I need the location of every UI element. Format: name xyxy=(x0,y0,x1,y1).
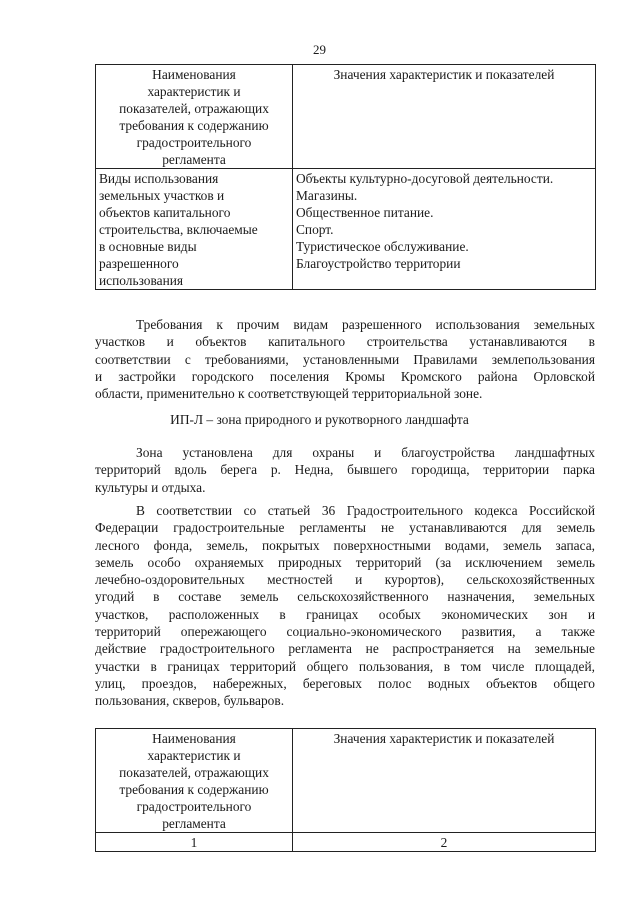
header-line: регламента xyxy=(162,816,226,831)
paragraph-line: участков, расположенных в границах особых экономических зон и xyxy=(95,606,595,622)
cell-line: объектов капитального xyxy=(99,205,231,220)
cell-line: использования xyxy=(99,273,184,288)
header-line: градостроительного xyxy=(136,135,252,150)
header-line: Наименования xyxy=(152,67,236,82)
paragraph-article-36 xyxy=(95,502,595,710)
paragraph-line: пользования, скверов, бульваров. xyxy=(95,693,285,709)
row-value-cell xyxy=(293,169,596,290)
cell-line: строительства, включаемые xyxy=(99,222,258,237)
characteristics-table-2 xyxy=(95,728,596,852)
header-line: показателей, отражающих xyxy=(119,101,269,116)
row-label-cell xyxy=(96,169,293,290)
paragraph-line: Федерации градостроительные регламенты не устанавливаются для земель xyxy=(95,520,595,536)
column-number-row xyxy=(96,833,596,852)
paragraph-line: земель особо охраняемых природных территорий (за исключением земель xyxy=(95,554,595,570)
paragraph-line: культуры и отдыха. xyxy=(95,479,206,495)
section-heading: ИП-Л – зона природного и рукотворного ландшафта xyxy=(170,412,469,427)
characteristics-table-1 xyxy=(95,64,596,290)
paragraph-line: лечебно-оздоровительных местностей и курортов), сельскохозяйственных xyxy=(95,572,595,588)
paragraph-line: действие градостроительного регламента не распространяется на земельные xyxy=(95,641,595,657)
header-cell-names xyxy=(96,65,293,169)
cell-line: Туристическое обслуживание. xyxy=(296,239,469,254)
header-cell-values xyxy=(293,65,596,169)
cell-line: Магазины. xyxy=(296,188,358,203)
paragraph-line: В соответствии со статьей 36 Градостроительного кодекса Российской xyxy=(136,503,595,518)
cell-line: Общественное питание. xyxy=(296,205,434,220)
paragraph-line: соответствии с требованиями, установленными Правилами землепользования xyxy=(95,351,595,367)
cell-line: Спорт. xyxy=(296,222,334,237)
header-line: Наименования xyxy=(152,731,236,746)
cell-line: Объекты культурно-досуговой деятельности. xyxy=(296,171,554,186)
cell-line: земельных участков и xyxy=(99,188,225,203)
header-line: требования к содержанию xyxy=(119,118,269,133)
cell-line: Благоустройство территории xyxy=(296,256,461,271)
paragraph-line: лесного фонда, земель, покрытых поверхностными водами, земель запаса, xyxy=(95,537,595,553)
header-line: регламента xyxy=(162,152,226,167)
header-line: требования к содержанию xyxy=(119,782,269,797)
paragraph-line: территорий опережающего социально-экономического развития, а также xyxy=(95,624,595,640)
paragraph-line: улиц, проездов, набережных, береговых полос водных объектов общего xyxy=(95,675,595,691)
column-number-cell: 2 xyxy=(293,833,596,852)
table-row xyxy=(96,169,596,290)
paragraph-line: Требования к прочим видам разрешенного использования земельных xyxy=(136,317,595,332)
paragraph-line: участки в границах территорий общего пользования, в том числе площадей, xyxy=(95,658,595,674)
cell-line: в основные виды xyxy=(99,239,197,254)
paragraph-line: участков и объектов капитального строительства устанавливаются в xyxy=(95,334,595,350)
paragraph-line: Зона установлена для охраны и благоустройства ландшафтных xyxy=(136,445,595,460)
header-line: характеристик и xyxy=(147,84,241,99)
header-cell-values xyxy=(293,729,596,833)
paragraph-line: и застройки городского поселения Кромы Кромского района Орловской xyxy=(95,368,595,384)
page-number: 29 xyxy=(313,42,326,57)
table-header-row xyxy=(96,729,596,833)
cell-line: Виды использования xyxy=(99,171,219,186)
header-line: Значения характеристик и показателей xyxy=(333,731,555,746)
paragraph-line: территорий вдоль берега р. Недна, бывшего городища, территории парка xyxy=(95,462,595,478)
table-header-row xyxy=(96,65,596,169)
cell-line: разрешенного xyxy=(99,256,179,271)
paragraph-line: области, применительно к соответствующей территориальной зоне. xyxy=(95,386,483,402)
header-line: показателей, отражающих xyxy=(119,765,269,780)
header-line: характеристик и xyxy=(147,748,241,763)
paragraph-zone-description xyxy=(95,444,595,496)
header-line: градостроительного xyxy=(136,799,252,814)
paragraph-other-uses xyxy=(95,316,595,402)
header-cell-names xyxy=(96,729,293,833)
column-number-cell: 1 xyxy=(96,833,293,852)
header-line: Значения характеристик и показателей xyxy=(333,67,555,82)
paragraph-line: угодий в составе земель сельскохозяйственного назначения, земельных xyxy=(95,589,595,605)
